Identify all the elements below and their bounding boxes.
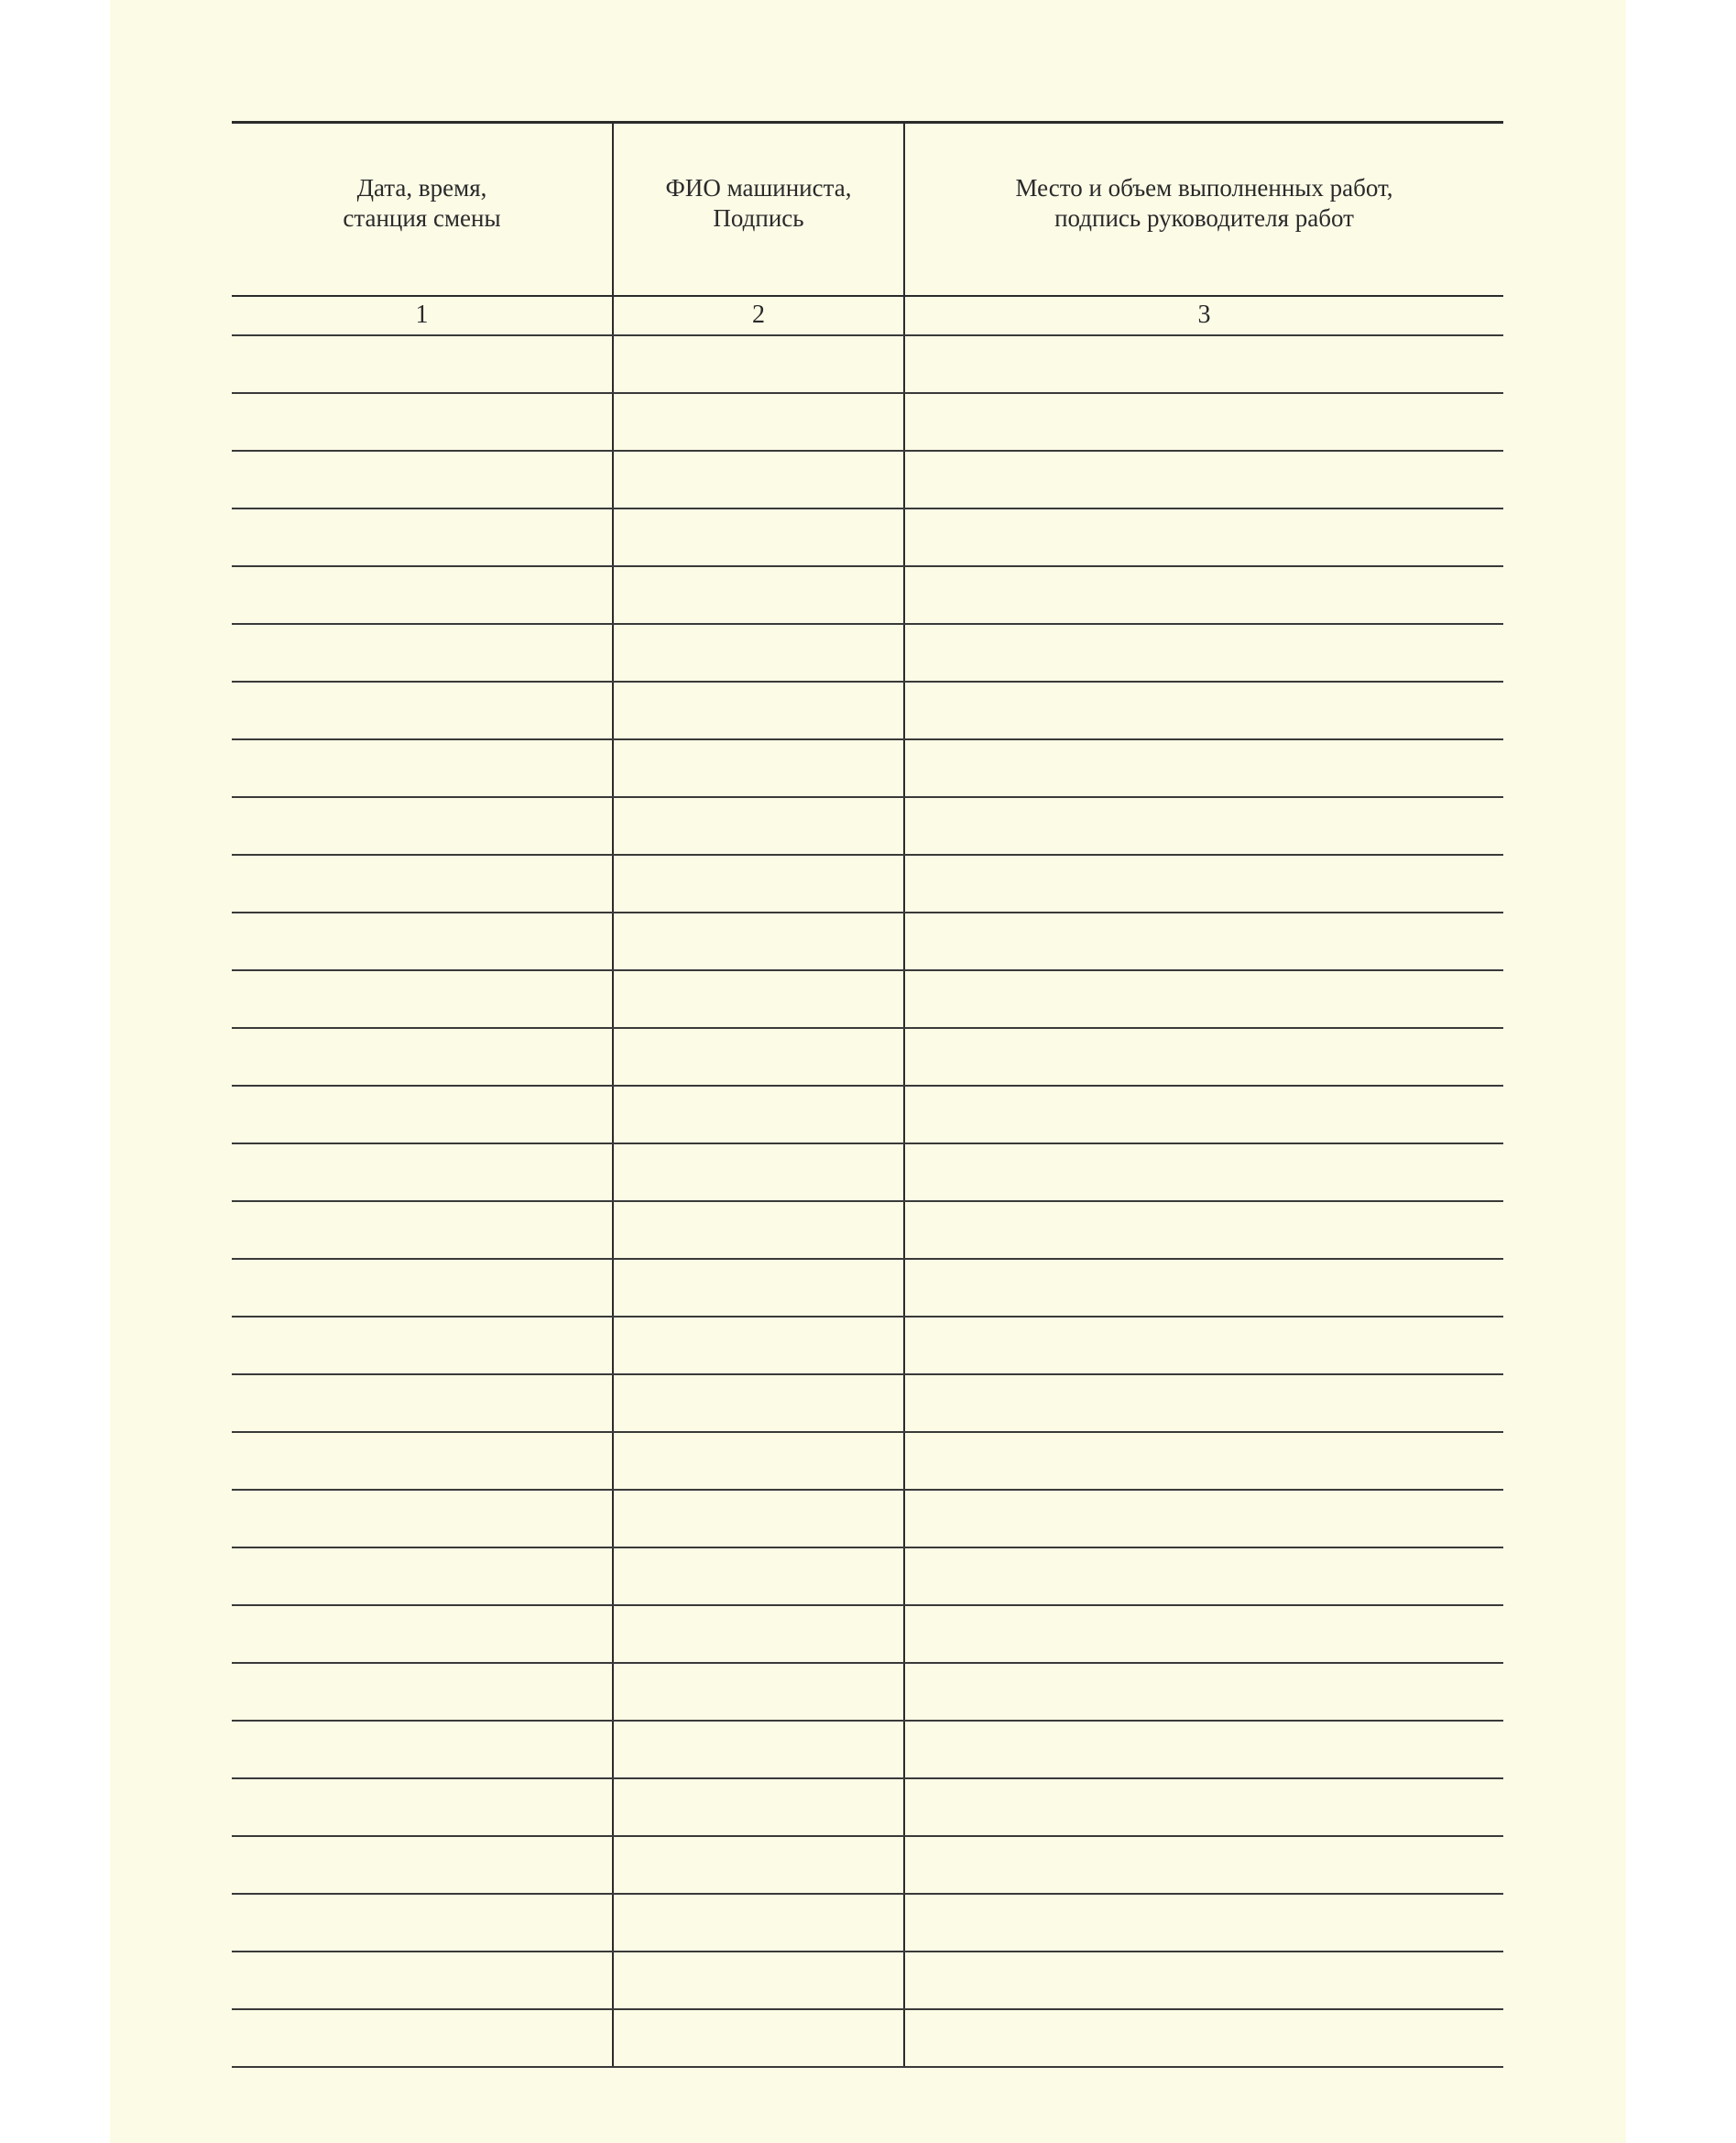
cell-date-time-station[interactable]	[232, 1605, 613, 1663]
cell-date-time-station[interactable]	[232, 1952, 613, 2009]
cell-date-time-station[interactable]	[232, 1894, 613, 1952]
cell-work-place-volume[interactable]	[904, 970, 1503, 1028]
table-row	[232, 1836, 1503, 1894]
table-row	[232, 1317, 1503, 1374]
header-driver-name-signature-label: ФИО машиниста, Подпись	[665, 174, 852, 233]
cell-date-time-station[interactable]	[232, 508, 613, 566]
table-row	[232, 393, 1503, 451]
table-row	[232, 970, 1503, 1028]
cell-work-place-volume[interactable]	[904, 1490, 1503, 1547]
table-row	[232, 1490, 1503, 1547]
table-row	[232, 1432, 1503, 1490]
cell-driver-name-signature[interactable]	[613, 1952, 904, 2009]
cell-driver-name-signature[interactable]	[613, 1317, 904, 1374]
cell-date-time-station[interactable]	[232, 1143, 613, 1201]
cell-driver-name-signature[interactable]	[613, 1374, 904, 1432]
table-row	[232, 508, 1503, 566]
cell-work-place-volume[interactable]	[904, 1547, 1503, 1605]
cell-work-place-volume[interactable]	[904, 1605, 1503, 1663]
cell-date-time-station[interactable]	[232, 1663, 613, 1721]
cell-date-time-station[interactable]	[232, 335, 613, 393]
cell-driver-name-signature[interactable]	[613, 566, 904, 624]
cell-date-time-station[interactable]	[232, 1028, 613, 1086]
cell-date-time-station[interactable]	[232, 1086, 613, 1143]
table-row	[232, 1894, 1503, 1952]
table-row	[232, 1547, 1503, 1605]
cell-date-time-station[interactable]	[232, 393, 613, 451]
table-row	[232, 913, 1503, 970]
table-row	[232, 566, 1503, 624]
cell-work-place-volume[interactable]	[904, 624, 1503, 682]
cell-driver-name-signature[interactable]	[613, 1201, 904, 1259]
cell-work-place-volume[interactable]	[904, 1317, 1503, 1374]
table-row	[232, 1952, 1503, 2009]
table-row	[232, 451, 1503, 508]
table-row	[232, 739, 1503, 797]
table-row	[232, 1259, 1503, 1317]
table-row	[232, 2009, 1503, 2067]
cell-driver-name-signature[interactable]	[613, 1143, 904, 1201]
cell-work-place-volume[interactable]	[904, 1143, 1503, 1201]
cell-date-time-station[interactable]	[232, 739, 613, 797]
table-row	[232, 797, 1503, 855]
work-log-table	[232, 121, 1503, 2068]
cell-driver-name-signature[interactable]	[613, 797, 904, 855]
table-row	[232, 335, 1503, 393]
cell-work-place-volume[interactable]	[904, 1952, 1503, 2009]
header-work-place-volume-label: Место и объем выполненных работ, подпись руководителя работ	[1015, 174, 1393, 233]
table-row	[232, 1721, 1503, 1778]
cell-work-place-volume[interactable]	[904, 797, 1503, 855]
cell-driver-name-signature[interactable]	[613, 739, 904, 797]
cell-date-time-station[interactable]	[232, 1778, 613, 1836]
table-row	[232, 624, 1503, 682]
cell-date-time-station[interactable]	[232, 2009, 613, 2067]
cell-work-place-volume[interactable]	[904, 1086, 1503, 1143]
cell-date-time-station[interactable]	[232, 1259, 613, 1317]
cell-driver-name-signature[interactable]	[613, 2009, 904, 2067]
cell-driver-name-signature[interactable]	[613, 1259, 904, 1317]
cell-work-place-volume[interactable]	[904, 1259, 1503, 1317]
cell-date-time-station[interactable]	[232, 913, 613, 970]
cell-date-time-station[interactable]	[232, 1547, 613, 1605]
header-row	[232, 123, 1503, 296]
cell-work-place-volume[interactable]	[904, 913, 1503, 970]
table-row	[232, 1374, 1503, 1432]
cell-work-place-volume[interactable]	[904, 1374, 1503, 1432]
cell-date-time-station[interactable]	[232, 1836, 613, 1894]
cell-driver-name-signature[interactable]	[613, 1028, 904, 1086]
cell-work-place-volume[interactable]	[904, 1663, 1503, 1721]
cell-work-place-volume[interactable]	[904, 682, 1503, 739]
cell-work-place-volume[interactable]	[904, 335, 1503, 393]
table-row	[232, 855, 1503, 913]
cell-driver-name-signature[interactable]	[613, 1547, 904, 1605]
cell-date-time-station[interactable]	[232, 1374, 613, 1432]
column-number-3: 3	[904, 296, 1503, 335]
table-row	[232, 1778, 1503, 1836]
column-number-row	[232, 296, 1503, 335]
cell-work-place-volume[interactable]	[904, 855, 1503, 913]
cell-driver-name-signature[interactable]	[613, 682, 904, 739]
cell-date-time-station[interactable]	[232, 1432, 613, 1490]
cell-date-time-station[interactable]	[232, 970, 613, 1028]
column-number-1: 1	[232, 296, 613, 335]
table-row	[232, 1028, 1503, 1086]
cell-driver-name-signature[interactable]	[613, 1432, 904, 1490]
cell-date-time-station[interactable]	[232, 797, 613, 855]
cell-work-place-volume[interactable]	[904, 393, 1503, 451]
table-row	[232, 1605, 1503, 1663]
cell-work-place-volume[interactable]	[904, 451, 1503, 508]
cell-work-place-volume[interactable]	[904, 1836, 1503, 1894]
cell-driver-name-signature[interactable]	[613, 508, 904, 566]
cell-work-place-volume[interactable]	[904, 1894, 1503, 1952]
cell-date-time-station[interactable]	[232, 1317, 613, 1374]
cell-driver-name-signature[interactable]	[613, 1778, 904, 1836]
cell-driver-name-signature[interactable]	[613, 970, 904, 1028]
cell-work-place-volume[interactable]	[904, 508, 1503, 566]
cell-driver-name-signature[interactable]	[613, 393, 904, 451]
cell-work-place-volume[interactable]	[904, 2009, 1503, 2067]
cell-driver-name-signature[interactable]	[613, 1490, 904, 1547]
cell-work-place-volume[interactable]	[904, 1028, 1503, 1086]
table-row	[232, 1143, 1503, 1201]
cell-driver-name-signature[interactable]	[613, 913, 904, 970]
cell-driver-name-signature[interactable]	[613, 1836, 904, 1894]
table-row	[232, 1663, 1503, 1721]
cell-date-time-station[interactable]	[232, 624, 613, 682]
cell-driver-name-signature[interactable]	[613, 1721, 904, 1778]
cell-date-time-station[interactable]	[232, 682, 613, 739]
cell-driver-name-signature[interactable]	[613, 451, 904, 508]
cell-driver-name-signature[interactable]	[613, 1894, 904, 1952]
cell-driver-name-signature[interactable]	[613, 855, 904, 913]
cell-date-time-station[interactable]	[232, 1490, 613, 1547]
cell-date-time-station[interactable]	[232, 855, 613, 913]
header-date-time-station-label: Дата, время, станция смены	[343, 174, 501, 233]
table-row	[232, 682, 1503, 739]
cell-work-place-volume[interactable]	[904, 1778, 1503, 1836]
header-work-place-volume	[904, 123, 1503, 296]
cell-work-place-volume[interactable]	[904, 739, 1503, 797]
cell-work-place-volume[interactable]	[904, 1721, 1503, 1778]
table-row	[232, 1201, 1503, 1259]
cell-work-place-volume[interactable]	[904, 1432, 1503, 1490]
cell-date-time-station[interactable]	[232, 566, 613, 624]
cell-work-place-volume[interactable]	[904, 566, 1503, 624]
header-driver-name-signature	[613, 123, 904, 296]
cell-date-time-station[interactable]	[232, 451, 613, 508]
header-date-time-station	[232, 123, 613, 296]
cell-driver-name-signature[interactable]	[613, 624, 904, 682]
cell-work-place-volume[interactable]	[904, 1201, 1503, 1259]
cell-driver-name-signature[interactable]	[613, 1663, 904, 1721]
cell-driver-name-signature[interactable]	[613, 1086, 904, 1143]
table-row	[232, 1086, 1503, 1143]
cell-driver-name-signature[interactable]	[613, 1605, 904, 1663]
column-number-2: 2	[613, 296, 904, 335]
cell-date-time-station[interactable]	[232, 1201, 613, 1259]
cell-date-time-station[interactable]	[232, 1721, 613, 1778]
cell-driver-name-signature[interactable]	[613, 335, 904, 393]
